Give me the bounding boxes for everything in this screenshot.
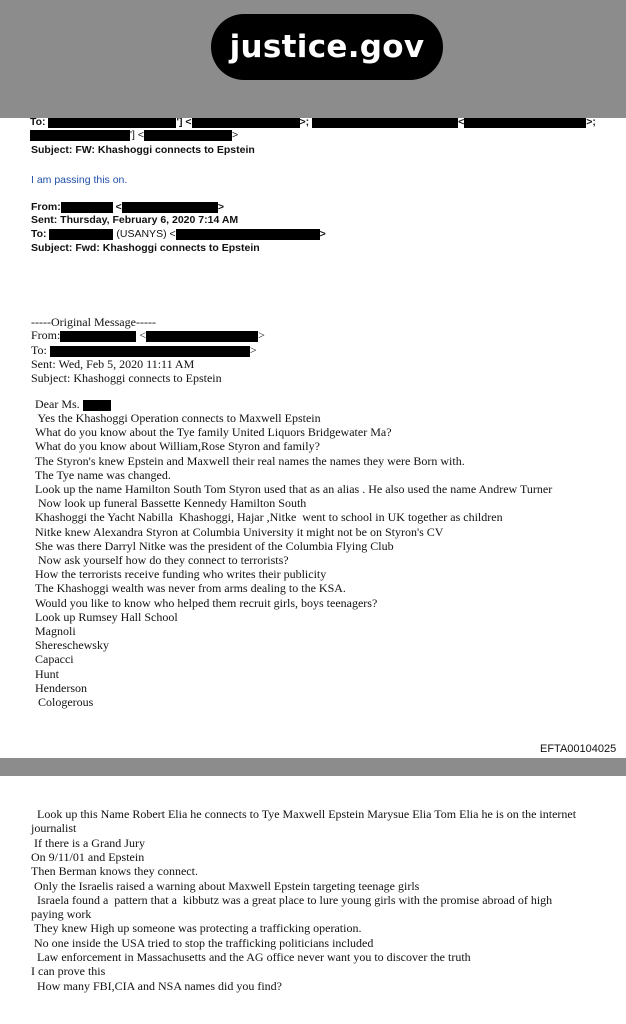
body-line: Capacci: [35, 652, 74, 667]
to-sep: >: [231, 129, 239, 141]
redaction: [312, 118, 458, 128]
orig-from-line: [31, 328, 265, 342]
from-end: >: [217, 201, 224, 213]
body-line: Yes the Khashoggi Operation connects to Maxwell Epstein: [35, 411, 321, 425]
document-page-1: [0, 118, 626, 758]
page2-line: How many FBI,CIA and NSA names did you find?: [31, 978, 282, 993]
to-end: >: [249, 343, 257, 357]
body-line: The Khashoggi wealth was never from arms dealing to the KSA.: [35, 581, 346, 596]
body-line: Would you like to know who helped them recruit girls, boys teenagers?: [35, 595, 378, 610]
redaction: [48, 118, 176, 128]
body-line: Shereschewsky: [35, 638, 109, 653]
body-line: Khashoggi the Yacht Nabilla Khashoggi, Hajar ,Nitke went to school in UK together as children: [35, 510, 503, 525]
fwd-to-line: [31, 227, 326, 241]
page2-line: On 9/11/01 and Epstein: [31, 849, 145, 864]
page2-line: Israela found a pattern that a kibbutz was a great place to lure young girls with the promise abroad of high: [31, 892, 553, 907]
body-line: What do you know about the Tye family United Liquors Bridgewater Ma?: [35, 425, 392, 440]
redaction: [50, 346, 250, 357]
body-line: Henderson: [35, 680, 87, 695]
page2-line: Look up this Name Robert Elia he connects to Tye Maxwell Epstein Marysue Elia Tom Elia he is on the internet: [31, 807, 577, 821]
orig-sent-line: Sent: Wed, Feb 5, 2020 11:11 AM: [31, 357, 195, 371]
to-sep: >;: [299, 118, 310, 128]
page2-line: I can prove this: [31, 964, 106, 979]
salutation-text: Dear Ms.: [35, 397, 80, 411]
page2-line: Law enforcement in Massachusetts and the AG office never want you to discover the truth: [31, 950, 471, 964]
body-line: Now look up funeral Bassette Kennedy Hamilton South: [35, 496, 307, 511]
from-label: From:: [31, 328, 61, 342]
body-line: Magnoli: [35, 624, 76, 638]
redaction: [83, 400, 111, 411]
body-line: She was there Darryl Nitke was the president of the Columbia Flying Club: [35, 538, 394, 553]
original-divider: -----Original Message-----: [31, 315, 156, 329]
fwd-sent-line: [31, 213, 238, 227]
fwd-from-line: [31, 200, 224, 214]
site-badge: justice.gov: [211, 14, 443, 80]
redaction: [464, 118, 586, 128]
to-sep: '] <: [130, 129, 144, 141]
to-end: >: [319, 228, 326, 240]
body-line: Look up the name Hamilton South Tom Styron used that as an alias . He also used the name Andrew Turner: [35, 482, 553, 496]
to-sep: >;: [586, 118, 596, 128]
page2-line: Then Berman knows they connect.: [31, 864, 198, 879]
body-line: Hunt: [35, 666, 59, 681]
from-label: From:: [31, 201, 61, 213]
redaction: [61, 202, 113, 213]
page2-line: Only the Israelis raised a warning about Maxwell Epstein targeting teenage girls: [31, 878, 420, 893]
salutation: [35, 397, 111, 411]
from-sep: <: [115, 201, 122, 213]
to-line-2: [30, 128, 238, 142]
body-line: Look up Rumsey Hall School: [35, 609, 178, 624]
page2-line: They knew High up someone was protecting a trafficking operation.: [31, 921, 362, 936]
body-line: The Tye name was changed.: [35, 467, 171, 482]
body-line: Cologerous: [35, 695, 94, 709]
sent-text: Sent: Thursday, February 6, 2020 7:14 AM: [31, 214, 239, 226]
body-line: Now ask yourself how do they connect to terrorists?: [35, 553, 289, 567]
to-org: (USANYS) <: [116, 228, 176, 240]
fwd-subject-line: Subject: Fwd: Khashoggi connects to Epstein: [31, 242, 260, 254]
subject-line: Subject: FW: Khashoggi connects to Epstein: [31, 144, 255, 156]
page2-line: paying work: [31, 907, 92, 922]
page2-line: No one inside the USA tried to stop the trafficking politicians included: [31, 935, 374, 950]
to-label: To:: [30, 118, 46, 128]
page-separator: [0, 758, 626, 776]
page2-line: journalist: [31, 821, 77, 836]
orig-subject-line: Subject: Khashoggi connects to Epstein: [31, 371, 222, 385]
to-sep: '] <: [176, 118, 192, 128]
to-label: To:: [31, 228, 47, 240]
redaction: [60, 331, 136, 342]
body-line: What do you know about William,Rose Styron and family?: [35, 439, 320, 454]
body-line: The Styron's knew Epstein and Maxwell their real names the names they were Born with.: [35, 453, 465, 468]
top-banner: [0, 0, 626, 118]
body-line: How the terrorists receive funding who writes their publicity: [35, 567, 327, 582]
from-end: >: [258, 328, 265, 342]
redaction: [144, 130, 232, 141]
redaction: [30, 130, 130, 141]
page2-line: If there is a Grand Jury: [31, 835, 145, 850]
document-id: EFTA00104025: [540, 743, 617, 755]
redaction: [176, 229, 320, 240]
from-sep: <: [139, 328, 147, 342]
body-line: Nitke knew Alexandra Styron at Columbia University it might not be on Styron's CV: [35, 524, 444, 539]
to-sep: <: [458, 118, 465, 128]
redaction: [146, 331, 258, 342]
document-page-2: [0, 776, 626, 1024]
orig-to-line: [31, 343, 257, 357]
redaction: [49, 229, 113, 240]
redaction: [122, 202, 218, 213]
passing-note: I am passing this on.: [31, 174, 128, 186]
to-label: To:: [31, 343, 47, 357]
redaction: [192, 118, 300, 128]
